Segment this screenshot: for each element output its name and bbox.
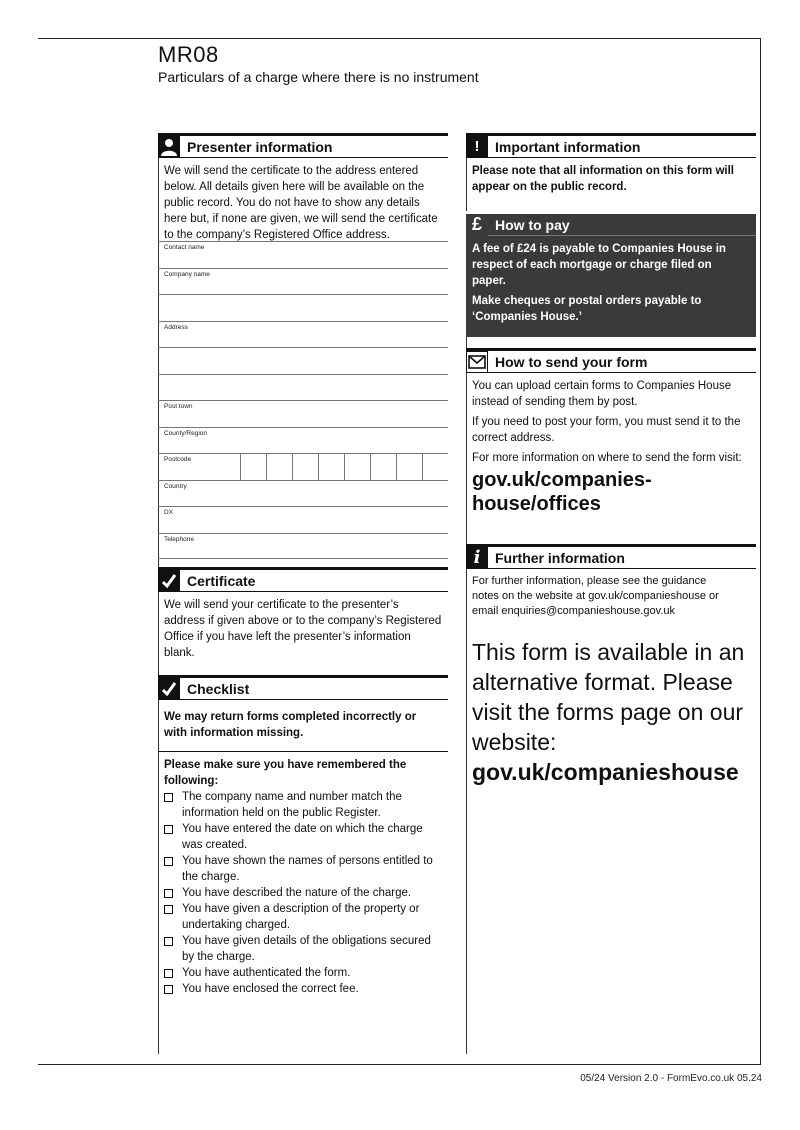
footer-version: 05/24 Version 2.0 - FormEvo.co.uk 05.24	[580, 1073, 762, 1084]
pound-icon: £	[466, 214, 488, 236]
checklist-items	[158, 789, 448, 997]
list-item: You have given details of the obligations secured by the charge.	[164, 933, 442, 965]
how-to-send-text	[466, 373, 756, 466]
checkmark-icon	[158, 570, 180, 592]
important-title: Important information	[495, 138, 641, 155]
address-label: Address	[164, 323, 188, 331]
frame-top-rule	[38, 38, 761, 39]
list-item: The company name and number match the information held on the public Register.	[164, 789, 442, 821]
checkbox[interactable]	[164, 889, 173, 898]
company-name-field[interactable]	[158, 268, 448, 295]
checkbox[interactable]	[164, 825, 173, 834]
checklist-warning: We may return forms completed incorrectly or with information missing.	[164, 711, 417, 739]
how-to-pay-text	[466, 236, 756, 337]
cheque-text: Make cheques or postal orders payable to ‘Companies House.’	[472, 295, 702, 323]
address-field-line2[interactable]	[158, 347, 448, 374]
form-code: MR08	[158, 42, 219, 67]
presenter-text: We will send the certificate to the address entered below. All details given here will be available on the public record. You do not have to show any details here but, if none are given, we will send the certificate to the company’s Registered Office address.	[164, 165, 438, 241]
alt-format-text: This form is available in an alternative format. Please visit the forms page on our website:	[472, 639, 745, 755]
presenter-title: Presenter information	[187, 138, 333, 155]
exclamation-icon: !	[466, 136, 488, 158]
county-region-field[interactable]	[158, 427, 448, 454]
checkmark-icon	[158, 678, 180, 700]
list-item: You have described the nature of the charge.	[164, 885, 442, 901]
telephone-field[interactable]	[158, 533, 448, 560]
frame-right-rule	[760, 38, 761, 1065]
postcode-label: Postcode	[164, 456, 192, 463]
presenter-header	[158, 133, 448, 158]
checklist-intro: Please make sure you have remembered the following:	[164, 759, 407, 787]
certificate-header	[158, 567, 448, 592]
presenter-fields	[158, 241, 448, 559]
left-column	[158, 133, 448, 997]
postcode-boxes	[240, 454, 448, 480]
list-item: You have authenticated the form.	[164, 965, 442, 981]
postcode-field[interactable]	[158, 453, 448, 480]
post-text: If you need to post your form, you must send it to the correct address.	[472, 416, 741, 444]
postcode-box[interactable]	[292, 454, 318, 480]
dx-label: DX	[164, 509, 174, 516]
how-to-pay-box	[466, 211, 756, 337]
certificate-title: Certificate	[187, 572, 256, 589]
checkbox[interactable]	[164, 937, 173, 946]
list-item: You have entered the date on which the charge was created.	[164, 821, 442, 853]
further-info-title: Further information	[495, 549, 625, 566]
address-field[interactable]	[158, 321, 448, 348]
checklist-title: Checklist	[187, 680, 250, 697]
fee-text: A fee of £24 is payable to Companies House in respect of each mortgage or charge filed on paper.	[472, 243, 726, 287]
list-item: You have shown the names of persons entitled to the charge.	[164, 853, 442, 885]
checklist-header	[158, 675, 448, 700]
alt-format-notice	[466, 625, 756, 787]
certificate-text: We will send your certificate to the presenter’s address if given above or to the company’s Registered Office if you have left the presenter’s information blank.	[164, 599, 442, 659]
post-town-field[interactable]	[158, 400, 448, 427]
info-icon: i	[466, 547, 488, 569]
postcode-box[interactable]	[396, 454, 422, 480]
postcode-box[interactable]	[344, 454, 370, 480]
checkbox[interactable]	[164, 905, 173, 914]
postcode-box[interactable]	[318, 454, 344, 480]
postcode-box[interactable]	[422, 454, 448, 480]
dx-field[interactable]	[158, 506, 448, 533]
form-subtitle: Particulars of a charge where there is no instrument	[158, 69, 479, 85]
offices-link[interactable]: gov.uk/companies-house/offices	[472, 469, 652, 515]
postcode-box[interactable]	[266, 454, 292, 480]
post-town-label: Post town	[164, 403, 193, 410]
frame-bottom-rule	[38, 1064, 761, 1065]
list-item: You have enclosed the correct fee.	[164, 981, 442, 997]
list-item: You have given a description of the property or undertaking charged.	[164, 901, 442, 933]
envelope-icon	[466, 351, 488, 373]
person-icon	[158, 136, 180, 158]
address-field-line3[interactable]	[158, 374, 448, 401]
how-to-send-title: How to send your form	[495, 353, 648, 370]
postcode-box[interactable]	[240, 454, 266, 480]
further-info-text: For further information, please see the guidance notes on the website at gov.uk/companieshouse or email enquiries@companieshouse.gov.uk	[472, 575, 719, 617]
county-region-label: County/Region	[164, 429, 207, 437]
how-to-pay-header	[466, 211, 756, 236]
important-text: Please note that all information on this form will appear on the public record.	[472, 165, 734, 193]
checkbox[interactable]	[164, 969, 173, 978]
checkbox[interactable]	[164, 793, 173, 802]
contact-name-field[interactable]	[158, 241, 448, 268]
right-column	[466, 133, 756, 787]
postcode-box[interactable]	[370, 454, 396, 480]
further-info-header	[466, 544, 756, 569]
checkbox[interactable]	[164, 985, 173, 994]
companieshouse-link[interactable]: gov.uk/companieshouse	[472, 759, 739, 785]
upload-text: You can upload certain forms to Companies House instead of sending them by post.	[472, 380, 732, 408]
checkbox[interactable]	[164, 857, 173, 866]
company-name-label: Company name	[164, 270, 210, 278]
company-name-field-line2[interactable]	[158, 294, 448, 321]
more-info-text: For more information on where to send the form visit:	[472, 452, 742, 464]
how-to-send-header	[466, 348, 756, 373]
country-label: Country	[164, 482, 187, 490]
country-field[interactable]	[158, 480, 448, 507]
important-header	[466, 133, 756, 158]
how-to-pay-title: How to pay	[495, 216, 570, 233]
telephone-label: Telephone	[164, 535, 194, 543]
contact-name-label: Contact name	[164, 244, 205, 251]
